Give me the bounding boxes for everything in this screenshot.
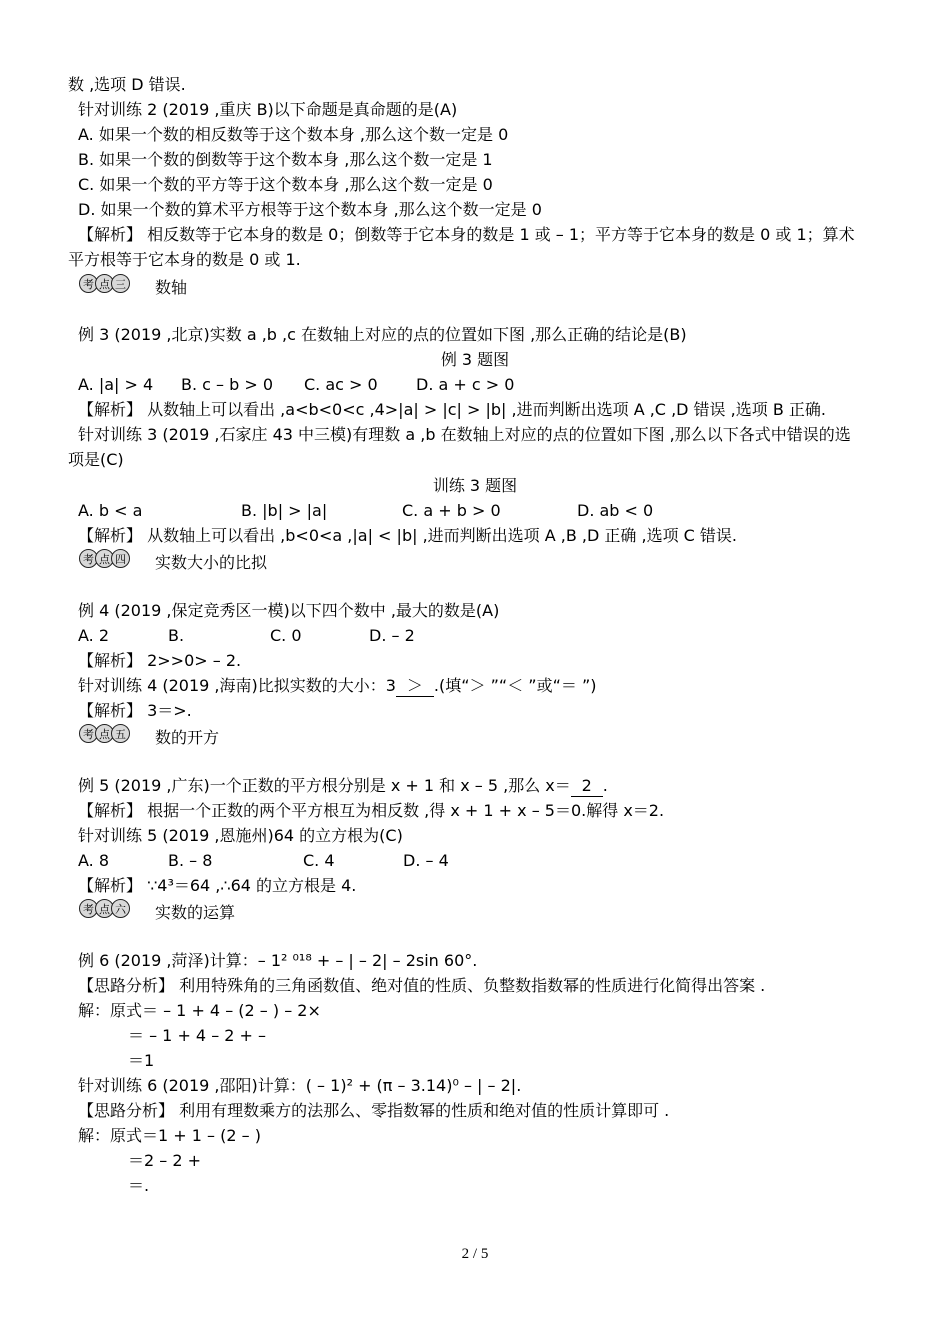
- option-b: B. 如果一个数的倒数等于这个数本身 ,那么这个数一定是 1: [78, 150, 493, 169]
- solution-line: ＝1: [128, 1051, 155, 1070]
- option-a: A. 2: [78, 626, 110, 645]
- idea-analysis: 【思路分析】 利用特殊角的三角函数值、绝对值的性质、负整数指数幂的性质进行化简得出答案 .: [78, 976, 766, 995]
- option-a: A. b < a: [78, 501, 143, 520]
- topic-title: 数轴: [155, 278, 188, 297]
- topic-title: 实数大小的比拟: [155, 553, 268, 572]
- answer-blank: ＞: [396, 676, 434, 697]
- practice-3-stem-cont: 项是(C): [68, 450, 124, 469]
- topic-title: 数的开方: [155, 728, 220, 747]
- option-d: D. 如果一个数的算术平方根等于这个数本身 ,那么这个数一定是 0: [78, 200, 542, 219]
- page-number: 2 / 5: [461, 1246, 489, 1262]
- answer-blank: 2: [571, 776, 603, 797]
- option-d: D. ab < 0: [577, 501, 654, 520]
- analysis: 【解析】 从数轴上可以看出 ,b<0<a ,|a| < |b| ,进而判断出选项 A ,B ,D 正确 ,选项 C 错误.: [78, 526, 738, 545]
- figure-caption: 例 3 题图: [440, 350, 510, 369]
- practice-4-stem: 针对训练 4 (2019 ,海南)比拟实数的大小：3 ＞ .(填“＞ ”“＜ ”或“＝ ”): [78, 676, 597, 695]
- solution-line: ＝.: [128, 1176, 150, 1195]
- text-line: 数 ,选项 D 错误.: [68, 75, 186, 94]
- practice-2-stem: 针对训练 2 (2019 ,重庆 B)以下命题是真命题的是(A): [78, 100, 458, 119]
- topic-title: 实数的运算: [155, 903, 236, 922]
- kaodian-badge-icon: 考 点 五: [79, 723, 127, 743]
- option-b: B.: [168, 626, 185, 645]
- solution-line: 解：原式＝1 + 1 – (2 – ): [78, 1126, 261, 1145]
- option-d: D. a + c > 0: [416, 375, 515, 394]
- analysis-cont: 平方根等于它本身的数是 0 或 1.: [68, 250, 301, 269]
- option-c: C. 4: [303, 851, 335, 870]
- analysis: 【解析】 相反数等于它本身的数是 0；倒数等于它本身的数是 1 或 – 1；平方等于它本身的数是 0 或 1；算术: [78, 225, 855, 244]
- option-b: B. c – b > 0: [181, 375, 274, 394]
- figure-caption: 训练 3 题图: [432, 476, 518, 495]
- option-d: D. – 4: [403, 851, 449, 870]
- example-4-stem: 例 4 (2019 ,保定竞秀区一模)以下四个数中 ,最大的数是(A): [78, 601, 500, 620]
- option-b: B. – 8: [168, 851, 213, 870]
- example-3-stem: 例 3 (2019 ,北京)实数 a ,b ,c 在数轴上对应的点的位置如下图 ,那么正确的结论是(B): [78, 325, 687, 344]
- option-d: D. – 2: [369, 626, 415, 645]
- solution-line: ＝2 – 2 +: [128, 1151, 202, 1170]
- solution-line: 解：原式＝ – 1 + 4 – (2 – ) – 2×: [78, 1001, 321, 1020]
- option-c: C. 如果一个数的平方等于这个数本身 ,那么这个数一定是 0: [78, 175, 493, 194]
- kaodian-badge-icon: 考 点 四: [79, 548, 127, 568]
- example-6-stem: 例 6 (2019 ,菏泽)计算：– 1² ⁰¹⁸ + – | – 2| – 2sin 60°.: [78, 951, 478, 970]
- example-5-stem: 例 5 (2019 ,广东)一个正数的平方根分别是 x + 1 和 x – 5 ,那么 x＝ 2 .: [78, 776, 608, 795]
- option-c: C. ac > 0: [304, 375, 378, 394]
- analysis: 【解析】 根据一个正数的两个平方根互为相反数 ,得 x + 1 + x – 5＝0.解得 x＝2.: [78, 801, 665, 820]
- option-c: C. a + b > 0: [402, 501, 501, 520]
- option-a: A. |a| > 4: [78, 375, 154, 394]
- kaodian-badge-icon: 考 点 三: [79, 273, 127, 293]
- option-c: C. 0: [270, 626, 302, 645]
- practice-5-stem: 针对训练 5 (2019 ,恩施州)64 的立方根为(C): [78, 826, 403, 845]
- option-a: A. 8: [78, 851, 110, 870]
- analysis: 【解析】 2>>0> – 2.: [78, 651, 242, 670]
- practice-3-stem: 针对训练 3 (2019 ,石家庄 43 中三模)有理数 a ,b 在数轴上对应的点的位置如下图 ,那么以下各式中错误的选: [78, 425, 851, 444]
- analysis: 【解析】 从数轴上可以看出 ,a<b<0<c ,4>|a| > |c| > |b| ,进而判断出选项 A ,C ,D 错误 ,选项 B 正确.: [78, 400, 826, 419]
- solution-line: ＝ – 1 + 4 – 2 + –: [128, 1026, 267, 1045]
- option-a: A. 如果一个数的相反数等于这个数本身 ,那么这个数一定是 0: [78, 125, 509, 144]
- idea-analysis: 【思路分析】 利用有理数乘方的法那么、零指数幂的性质和绝对值的性质计算即可 .: [78, 1101, 670, 1120]
- practice-6-stem: 针对训练 6 (2019 ,邵阳)计算：( – 1)² + (π – 3.14)⁰ – | – 2|.: [78, 1076, 522, 1095]
- analysis: 【解析】 3＝>.: [78, 701, 192, 720]
- option-b: B. |b| > |a|: [241, 501, 328, 520]
- analysis: 【解析】 ∵4³＝64 ,∴64 的立方根是 4.: [78, 876, 357, 895]
- kaodian-badge-icon: 考 点 六: [79, 898, 127, 918]
